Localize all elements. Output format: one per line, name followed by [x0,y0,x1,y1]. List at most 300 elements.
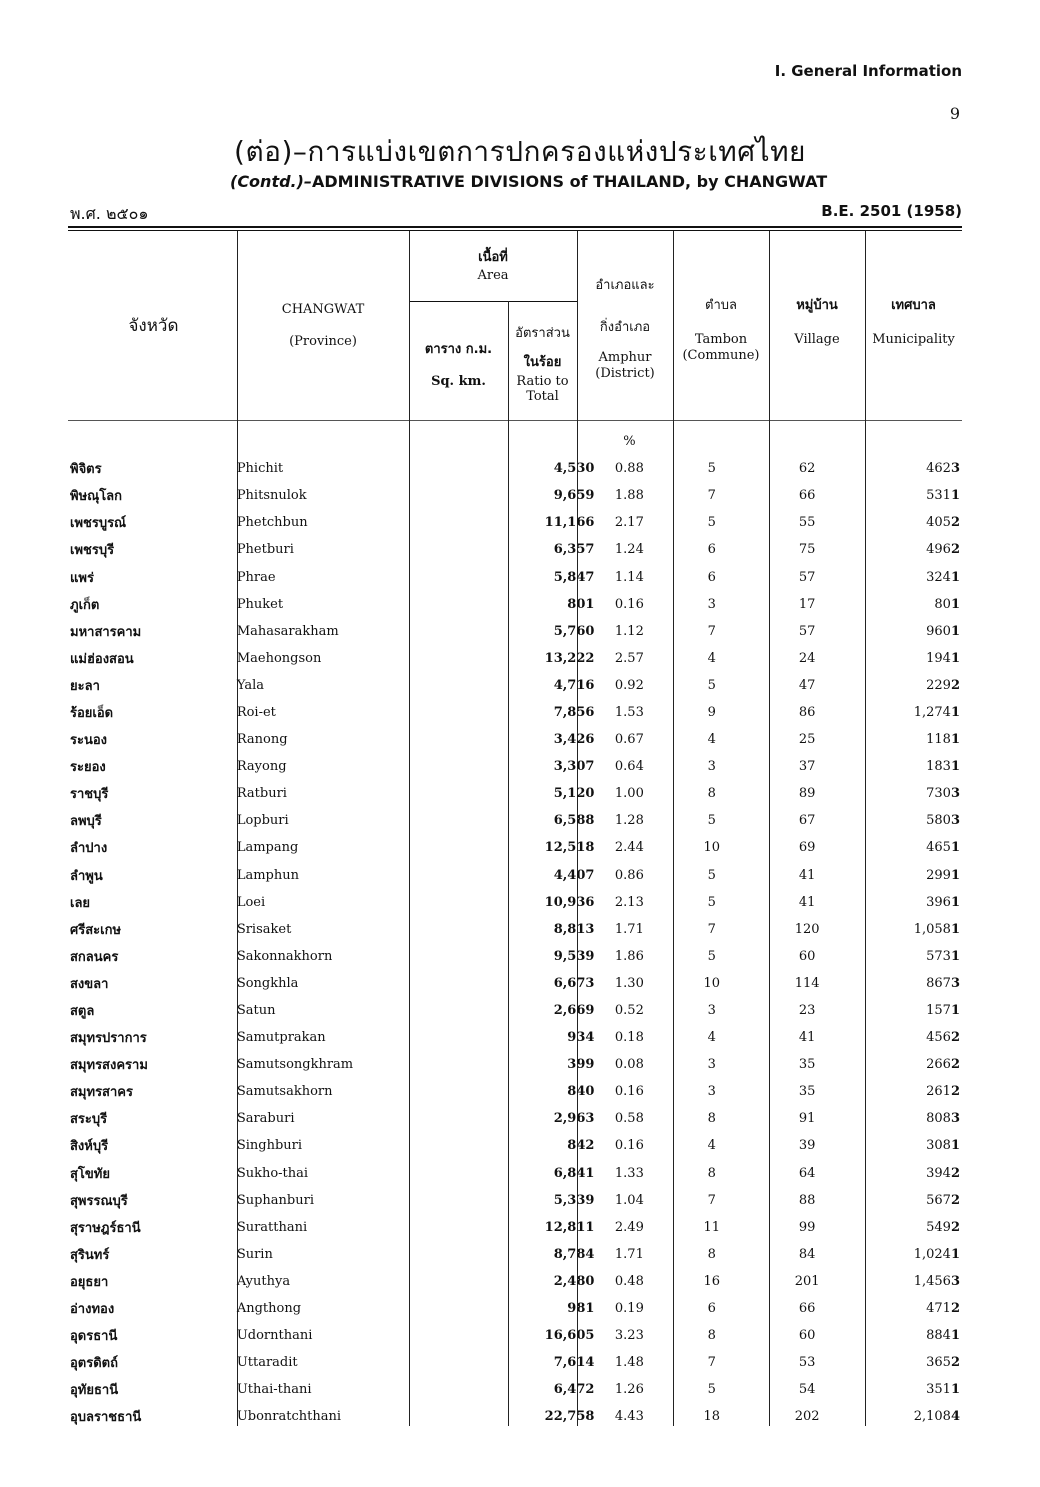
tambon-count: 86 [798,704,816,720]
province-thai: ภูเก็ต [70,597,100,613]
area-sqkm: 2,963 [553,1111,595,1127]
province-thai: อุดรธานี [70,1329,118,1345]
table-row [70,618,960,645]
area-ratio: 3.23 [614,1328,644,1344]
municipality-count: 1 [950,840,960,856]
village-count: 266 [926,1057,951,1073]
percent-cell-empty [664,428,759,455]
village-count: 884 [926,1328,951,1344]
province-thai: สุโขทัย [70,1166,110,1182]
tambon-count: 99 [798,1219,816,1235]
tambon-count: 114 [794,975,820,991]
province-english: Yala [236,677,265,693]
table-row [70,889,960,916]
province-english: Ayuthya [236,1273,291,1289]
amphur-count: 7 [707,623,716,639]
table-row [70,1376,960,1403]
municipality-count: 4 [950,1409,960,1425]
province-thai: สกลนคร [70,949,119,965]
province-english: Samutsongkhram [236,1057,354,1073]
area-ratio: 1.26 [614,1382,644,1398]
tambon-count: 17 [798,596,816,612]
table-row [70,862,960,889]
amphur-count: 18 [703,1409,721,1425]
province-english: Ranong [236,732,288,748]
village-count: 960 [926,623,951,639]
municipality-count: 1 [950,948,960,964]
tambon-count: 69 [798,840,816,856]
area-sqkm: 6,588 [553,813,595,829]
municipality-count: 1 [950,1328,960,1344]
table-row [70,780,960,807]
amphur-count: 4 [707,1138,716,1154]
village-count: 308 [926,1138,951,1154]
header-village-en: Village [794,332,840,347]
village-count: 1,024 [913,1246,951,1262]
village-count: 194 [926,650,951,666]
province-english: Phrae [236,569,276,585]
divisions-table [70,428,960,1430]
province-english: Roi-et [236,704,276,720]
village-count: 573 [926,948,951,964]
header-ratio-en2: Total [526,389,559,404]
year-thai: พ.ศ. ๒๕๐๑ [70,204,149,223]
area-sqkm: 10,936 [544,894,595,910]
tambon-count: 120 [794,921,820,937]
province-english: Loei [236,894,266,910]
area-sqkm: 801 [567,596,595,612]
header-changwat-en: CHANGWAT [281,302,365,317]
province-thai: สระบุรี [70,1112,108,1128]
municipality-count: 3 [950,786,960,802]
municipality-count: 3 [950,1111,960,1127]
table-row [70,970,960,997]
header-ratio-en1: Ratio to [516,374,569,389]
area-divider [409,301,577,302]
area-sqkm: 934 [567,1030,595,1046]
table-row [70,807,960,834]
table-row [70,726,960,753]
area-ratio: 0.16 [614,1138,644,1154]
area-ratio: 0.16 [614,1084,644,1100]
municipality-count: 2 [950,1301,960,1317]
village-count: 396 [926,894,951,910]
amphur-count: 6 [707,569,716,585]
village-count: 462 [926,461,951,477]
header-province-en: (Province) [289,334,357,349]
area-sqkm: 12,811 [544,1219,595,1235]
table-row [70,1214,960,1241]
amphur-count: 3 [707,1057,716,1073]
amphur-count: 7 [707,1355,716,1371]
area-sqkm: 12,518 [544,840,595,856]
amphur-count: 6 [707,1301,716,1317]
area-ratio: 1.12 [614,623,644,639]
tambon-count: 84 [798,1246,816,1262]
area-sqkm: 840 [567,1084,595,1100]
table-row [70,509,960,536]
tambon-count: 39 [798,1138,816,1154]
province-english: Saraburi [236,1111,295,1127]
province-english: Sukho-thai [236,1165,309,1181]
province-english: Uthai-thani [236,1382,312,1398]
tambon-count: 24 [798,650,816,666]
area-sqkm: 16,605 [544,1328,595,1344]
municipality-count: 1 [950,596,960,612]
tambon-count: 54 [798,1382,816,1398]
area-ratio: 1.33 [614,1165,644,1181]
province-english: Angthong [236,1301,302,1317]
amphur-count: 6 [707,542,716,558]
area-ratio: 0.86 [614,867,644,883]
village-count: 261 [926,1084,951,1100]
amphur-count: 8 [707,786,716,802]
area-sqkm: 7,614 [553,1355,595,1371]
tambon-count: 66 [798,1301,816,1317]
village-count: 2,108 [913,1409,951,1425]
area-ratio: 1.88 [614,488,644,504]
province-thai: สุรินทร์ [70,1247,110,1263]
village-count: 531 [926,488,951,504]
area-ratio: 1.00 [614,786,644,802]
area-sqkm: 3,426 [553,732,595,748]
province-thai: ศรีสะเกษ [70,922,122,938]
municipality-count: 3 [950,813,960,829]
amphur-count: 5 [707,948,716,964]
area-sqkm: 11,166 [544,515,595,531]
village-count: 365 [926,1355,951,1371]
area-sqkm: 399 [567,1057,595,1073]
tambon-count: 41 [798,1030,816,1046]
province-thai: สมุทรสงคราม [70,1058,148,1074]
amphur-count: 5 [707,813,716,829]
title-contd: (Contd.)– [230,172,312,191]
table-row [70,1241,960,1268]
village-count: 405 [926,515,951,531]
amphur-count: 8 [707,1111,716,1127]
province-thai: สงขลา [70,976,109,992]
table-row [70,455,960,482]
header-ratio-th1: อัตราส่วน [515,326,570,341]
municipality-count: 1 [950,1138,960,1154]
province-english: Uttaradit [236,1355,298,1371]
amphur-count: 4 [707,1030,716,1046]
area-ratio: 0.48 [614,1273,644,1289]
province-english: Rayong [236,759,287,775]
amphur-count: 3 [707,596,716,612]
province-english: Singhburi [236,1138,303,1154]
province-thai: มหาสารคาม [70,624,142,640]
percent-cell-empty [508,428,595,455]
table-row [70,1105,960,1132]
area-ratio: 0.67 [614,732,644,748]
header-tambon-th: ตำบล [705,298,737,313]
area-ratio: 0.16 [614,596,644,612]
percent-row [70,428,960,455]
table-row [70,591,960,618]
amphur-count: 5 [707,1382,716,1398]
village-count: 299 [926,867,951,883]
amphur-count: 8 [707,1328,716,1344]
municipality-count: 2 [950,515,960,531]
table-row [70,1160,960,1187]
table-body [70,428,960,1430]
province-thai: เพชรบูรณ์ [70,516,127,532]
amphur-count: 16 [703,1273,721,1289]
area-sqkm: 9,539 [553,948,595,964]
province-thai: ลพบุรี [70,814,102,830]
village-count: 867 [926,975,951,991]
tambon-count: 35 [798,1084,816,1100]
province-english: Lopburi [236,813,289,829]
municipality-count: 1 [950,704,960,720]
village-count: 351 [926,1382,951,1398]
village-count: 456 [926,1030,951,1046]
tambon-count: 35 [798,1057,816,1073]
tambon-count: 60 [798,948,816,964]
province-english: Phichit [236,461,284,477]
title-english [230,172,827,191]
area-ratio: 4.43 [614,1409,644,1425]
area-sqkm: 4,407 [553,867,595,883]
province-english: Samutsakhorn [236,1084,333,1100]
province-thai: พิษณุโลก [70,489,123,505]
area-sqkm: 13,222 [544,650,595,666]
area-ratio: 1.24 [614,542,644,558]
province-thai: เลย [70,895,91,911]
table-row [70,916,960,943]
header-bottom-rule [68,420,962,421]
tambon-count: 75 [798,542,816,558]
province-thai: ลำพูน [70,868,103,884]
table-row [70,536,960,563]
area-ratio: 1.04 [614,1192,644,1208]
province-english: Suratthani [236,1219,308,1235]
table-top-rule-2 [68,230,962,231]
province-english: Phitsnulok [236,488,307,504]
tambon-count: 25 [798,732,816,748]
percent-cell-empty [759,428,855,455]
amphur-count: 3 [707,1003,716,1019]
header-sqkm-th: ตาราง ก.ม. [424,342,493,357]
area-ratio: 2.57 [614,650,644,666]
village-count: 471 [926,1301,951,1317]
village-count: 567 [926,1192,951,1208]
header-area-en: Area [477,268,509,283]
village-count: 465 [926,840,951,856]
amphur-count: 9 [707,704,716,720]
table-row [70,1187,960,1214]
table-row [70,563,960,590]
table-row [70,1403,960,1430]
amphur-count: 8 [707,1165,716,1181]
area-ratio: 2.49 [614,1219,644,1235]
amphur-count: 5 [707,894,716,910]
province-english: Mahasarakham [236,623,339,639]
village-count: 324 [926,569,951,585]
province-english: Suphanburi [236,1192,314,1208]
amphur-count: 7 [707,1192,716,1208]
tambon-count: 88 [798,1192,816,1208]
area-ratio: 0.52 [614,1003,644,1019]
header-municipality-en: Municipality [872,332,955,347]
area-sqkm: 5,120 [553,786,595,802]
province-thai: แม่ฮ่องสอน [70,651,134,667]
year-english: B.E. 2501 (1958) [821,202,962,220]
percent-sign: % [623,434,636,450]
table-row [70,1268,960,1295]
header-amphur-en2: (District) [595,366,655,381]
province-thai: อุบลราชธานี [70,1410,142,1426]
tambon-count: 41 [798,894,816,910]
area-ratio: 0.19 [614,1301,644,1317]
province-english: Phetchbun [236,515,308,531]
header-municipality-th: เทศบาล [891,298,936,313]
village-count: 229 [926,677,951,693]
amphur-count: 3 [707,759,716,775]
percent-cell-empty [951,428,960,455]
village-count: 157 [926,1003,951,1019]
table-row [70,1051,960,1078]
amphur-count: 11 [703,1219,721,1235]
header-amphur-th2: กิ่งอำเภอ [599,320,651,335]
area-ratio: 0.64 [614,759,644,775]
municipality-count: 2 [950,1084,960,1100]
tambon-count: 55 [798,515,816,531]
area-sqkm: 6,472 [553,1382,595,1398]
amphur-count: 8 [707,1246,716,1262]
village-count: 808 [926,1111,951,1127]
municipality-count: 1 [950,488,960,504]
province-english: Satun [236,1003,276,1019]
village-count: 394 [926,1165,951,1181]
header-area-th: เนื้อที่ [478,250,508,265]
province-english: Samutprakan [236,1030,326,1046]
amphur-count: 10 [703,840,721,856]
header-amphur-en1: Amphur [598,350,652,365]
area-ratio: 0.88 [614,461,644,477]
header-amphur-th1: อำเภอและ [595,278,655,293]
municipality-count: 2 [950,1165,960,1181]
area-sqkm: 22,758 [544,1409,595,1425]
municipality-count: 2 [950,677,960,693]
area-ratio: 0.92 [614,677,644,693]
village-count: 1,274 [913,704,951,720]
tambon-count: 201 [794,1273,820,1289]
municipality-count: 1 [950,867,960,883]
province-thai: สุราษฎร์ธานี [70,1220,141,1236]
province-thai: เพชรบุรี [70,543,115,559]
area-sqkm: 6,357 [553,542,595,558]
tambon-count: 60 [798,1328,816,1344]
municipality-count: 2 [950,542,960,558]
province-english: Udornthani [236,1328,313,1344]
tambon-count: 64 [798,1165,816,1181]
table-row [70,753,960,780]
province-english: Srisaket [236,921,292,937]
province-english: Lamphun [236,867,299,883]
tambon-count: 37 [798,759,816,775]
municipality-count: 1 [950,1382,960,1398]
province-thai: สมุทรสาคร [70,1085,133,1101]
province-thai: อุทัยธานี [70,1383,119,1399]
municipality-count: 2 [950,1219,960,1235]
table-row [70,834,960,861]
area-sqkm: 842 [567,1138,595,1154]
municipality-count: 3 [950,1273,960,1289]
village-count: 183 [926,759,951,775]
percent-cell-empty [70,428,237,455]
village-count: 1,456 [913,1273,951,1289]
area-sqkm: 8,784 [553,1246,595,1262]
tambon-count: 41 [798,867,816,883]
tambon-count: 57 [798,623,816,639]
municipality-count: 2 [950,1192,960,1208]
amphur-count: 4 [707,732,716,748]
area-ratio: 1.30 [614,975,644,991]
page-number: 9 [949,104,960,123]
municipality-count: 1 [950,650,960,666]
province-english: Songkhla [236,975,299,991]
table-row [70,1078,960,1105]
village-count: 580 [926,813,951,829]
municipality-count: 1 [950,921,960,937]
tambon-count: 53 [798,1355,816,1371]
province-thai: พิจิตร [70,462,102,478]
table-row [70,1132,960,1159]
percent-cell-empty [237,428,508,455]
municipality-count: 1 [950,1246,960,1262]
area-ratio: 0.08 [614,1057,644,1073]
header-tambon-en1: Tambon [694,332,748,347]
province-english: Ubonratchthani [236,1409,342,1425]
village-count: 549 [926,1219,951,1235]
title-english-text: ADMINISTRATIVE DIVISIONS of THAILAND, by CHANGWAT [311,172,828,191]
province-english: Phuket [236,596,284,612]
table-row [70,1349,960,1376]
tambon-count: 57 [798,569,816,585]
area-ratio: 1.28 [614,813,644,829]
municipality-count: 1 [950,894,960,910]
province-thai: ร้อยเอ็ด [70,705,114,721]
area-sqkm: 981 [567,1301,595,1317]
header-village-th: หมู่บ้าน [796,298,838,313]
municipality-count: 2 [950,1057,960,1073]
province-english: Phetburi [236,542,294,558]
amphur-count: 3 [707,1084,716,1100]
municipality-count: 2 [950,1355,960,1371]
area-ratio: 2.44 [614,840,644,856]
area-sqkm: 2,669 [553,1003,595,1019]
table-row [70,1322,960,1349]
header-ratio-th2: ในร้อย [523,355,562,370]
tambon-count: 202 [794,1409,820,1425]
area-sqkm: 6,673 [553,975,595,991]
municipality-count: 1 [950,623,960,639]
area-sqkm: 2,480 [553,1273,595,1289]
area-sqkm: 3,307 [553,759,595,775]
header-sqkm-en: Sq. km. [431,374,486,389]
table-row [70,943,960,970]
municipality-count: 1 [950,732,960,748]
area-ratio: 1.14 [614,569,644,585]
area-ratio: 1.71 [614,921,644,937]
header-tambon-en2: (Commune) [682,348,760,363]
table-row [70,672,960,699]
province-thai: สตูล [70,1004,95,1020]
tambon-count: 67 [798,813,816,829]
area-sqkm: 6,841 [553,1165,595,1181]
